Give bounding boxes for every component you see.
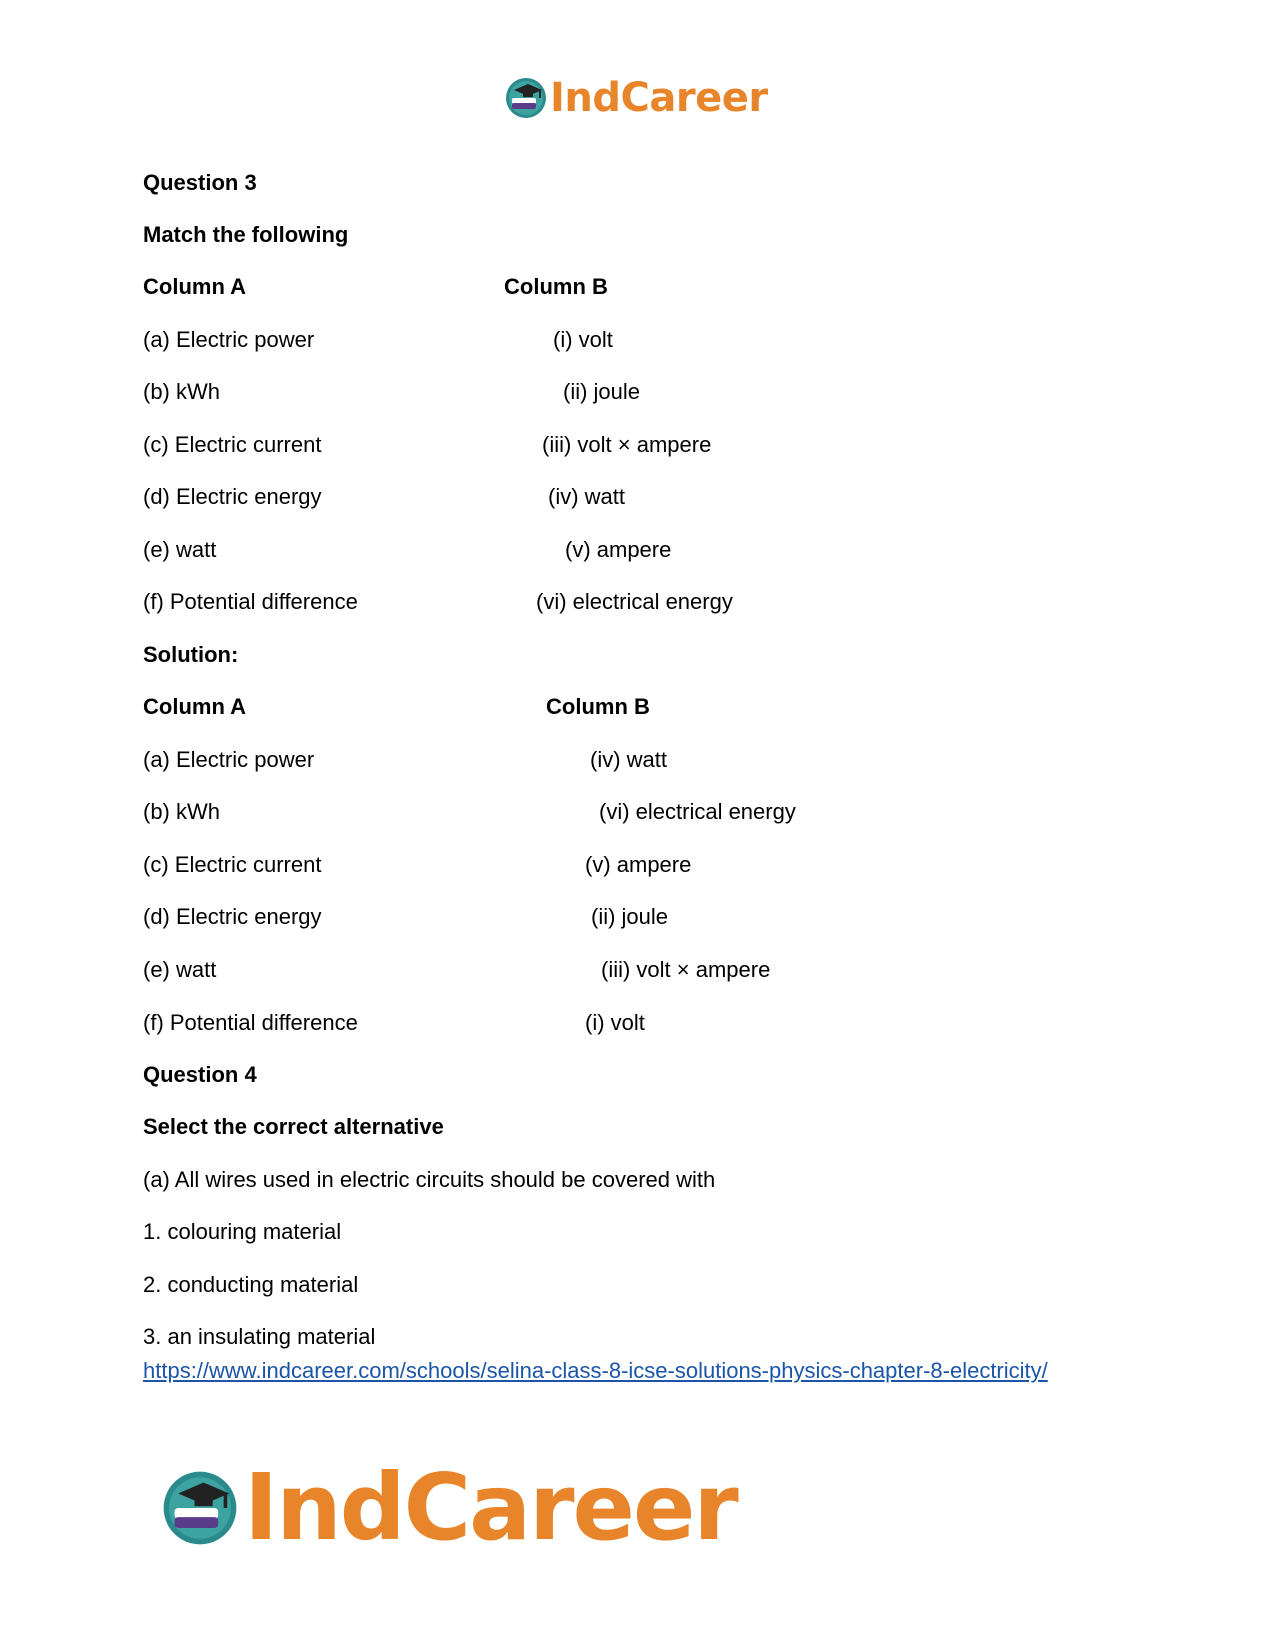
question-3-instruction: Match the following xyxy=(143,222,349,247)
question-3-heading: Question 3 xyxy=(143,170,257,195)
question-4-part-a: (a) All wires used in electric circuits should be covered with xyxy=(143,1167,716,1192)
question-4-instruction: Select the correct alternative xyxy=(143,1114,444,1139)
question-4-option: 1. colouring material xyxy=(143,1219,342,1244)
solution-col-b-item: (ii) joule xyxy=(591,904,669,929)
solution-col-b-item: (v) ampere xyxy=(585,852,692,877)
q3-column-a-header: Column A xyxy=(143,274,247,299)
q3-col-b-item: (v) ampere xyxy=(565,537,672,562)
q3-col-a-item: (d) Electric energy xyxy=(143,484,322,509)
q3-col-b-item: (vi) electrical energy xyxy=(536,589,733,614)
solution-col-a-item: (b) kWh xyxy=(143,799,220,824)
question-4-option: 2. conducting material xyxy=(143,1272,359,1297)
q3-col-a-item: (c) Electric current xyxy=(143,432,322,457)
source-url-link[interactable]: https://www.indcareer.com/schools/selina-class-8-icse-solutions-physics-chapter-8-electricity/ xyxy=(143,1358,1048,1383)
indcareer-logo-top xyxy=(504,76,768,120)
question-4-option: 3. an insulating material xyxy=(143,1324,376,1349)
graduation-cap-book-icon xyxy=(504,76,548,120)
q3-col-a-item: (e) watt xyxy=(143,537,217,562)
solution-col-a-item: (c) Electric current xyxy=(143,852,322,877)
q3-col-b-item: (ii) joule xyxy=(563,379,641,404)
solution-col-b-item: (iv) watt xyxy=(590,747,667,772)
q3-col-b-item: (i) volt xyxy=(553,327,613,352)
logo-wordmark: IndCareer xyxy=(550,75,768,121)
q3-col-a-item: (a) Electric power xyxy=(143,327,315,352)
solution-col-a-item: (d) Electric energy xyxy=(143,904,322,929)
q3-col-a-item: (f) Potential difference xyxy=(143,589,358,614)
solution-column-a-header: Column A xyxy=(143,694,247,719)
solution-col-b-item: (i) volt xyxy=(585,1010,645,1035)
solution-heading: Solution: xyxy=(143,642,239,667)
logo-wordmark: IndCareer xyxy=(244,1454,737,1561)
question-4-heading: Question 4 xyxy=(143,1062,257,1087)
q3-col-b-item: (iv) watt xyxy=(548,484,625,509)
q3-column-b-header: Column B xyxy=(504,274,608,299)
q3-col-b-item: (iii) volt × ampere xyxy=(542,432,712,457)
indcareer-logo-bottom xyxy=(160,1454,737,1561)
graduation-cap-book-icon xyxy=(160,1468,240,1548)
solution-col-a-item: (a) Electric power xyxy=(143,747,315,772)
solution-col-b-item: (vi) electrical energy xyxy=(599,799,796,824)
solution-col-a-item: (f) Potential difference xyxy=(143,1010,358,1035)
solution-column-b-header: Column B xyxy=(546,694,650,719)
solution-col-b-item: (iii) volt × ampere xyxy=(601,957,771,982)
solution-col-a-item: (e) watt xyxy=(143,957,217,982)
q3-col-a-item: (b) kWh xyxy=(143,379,220,404)
